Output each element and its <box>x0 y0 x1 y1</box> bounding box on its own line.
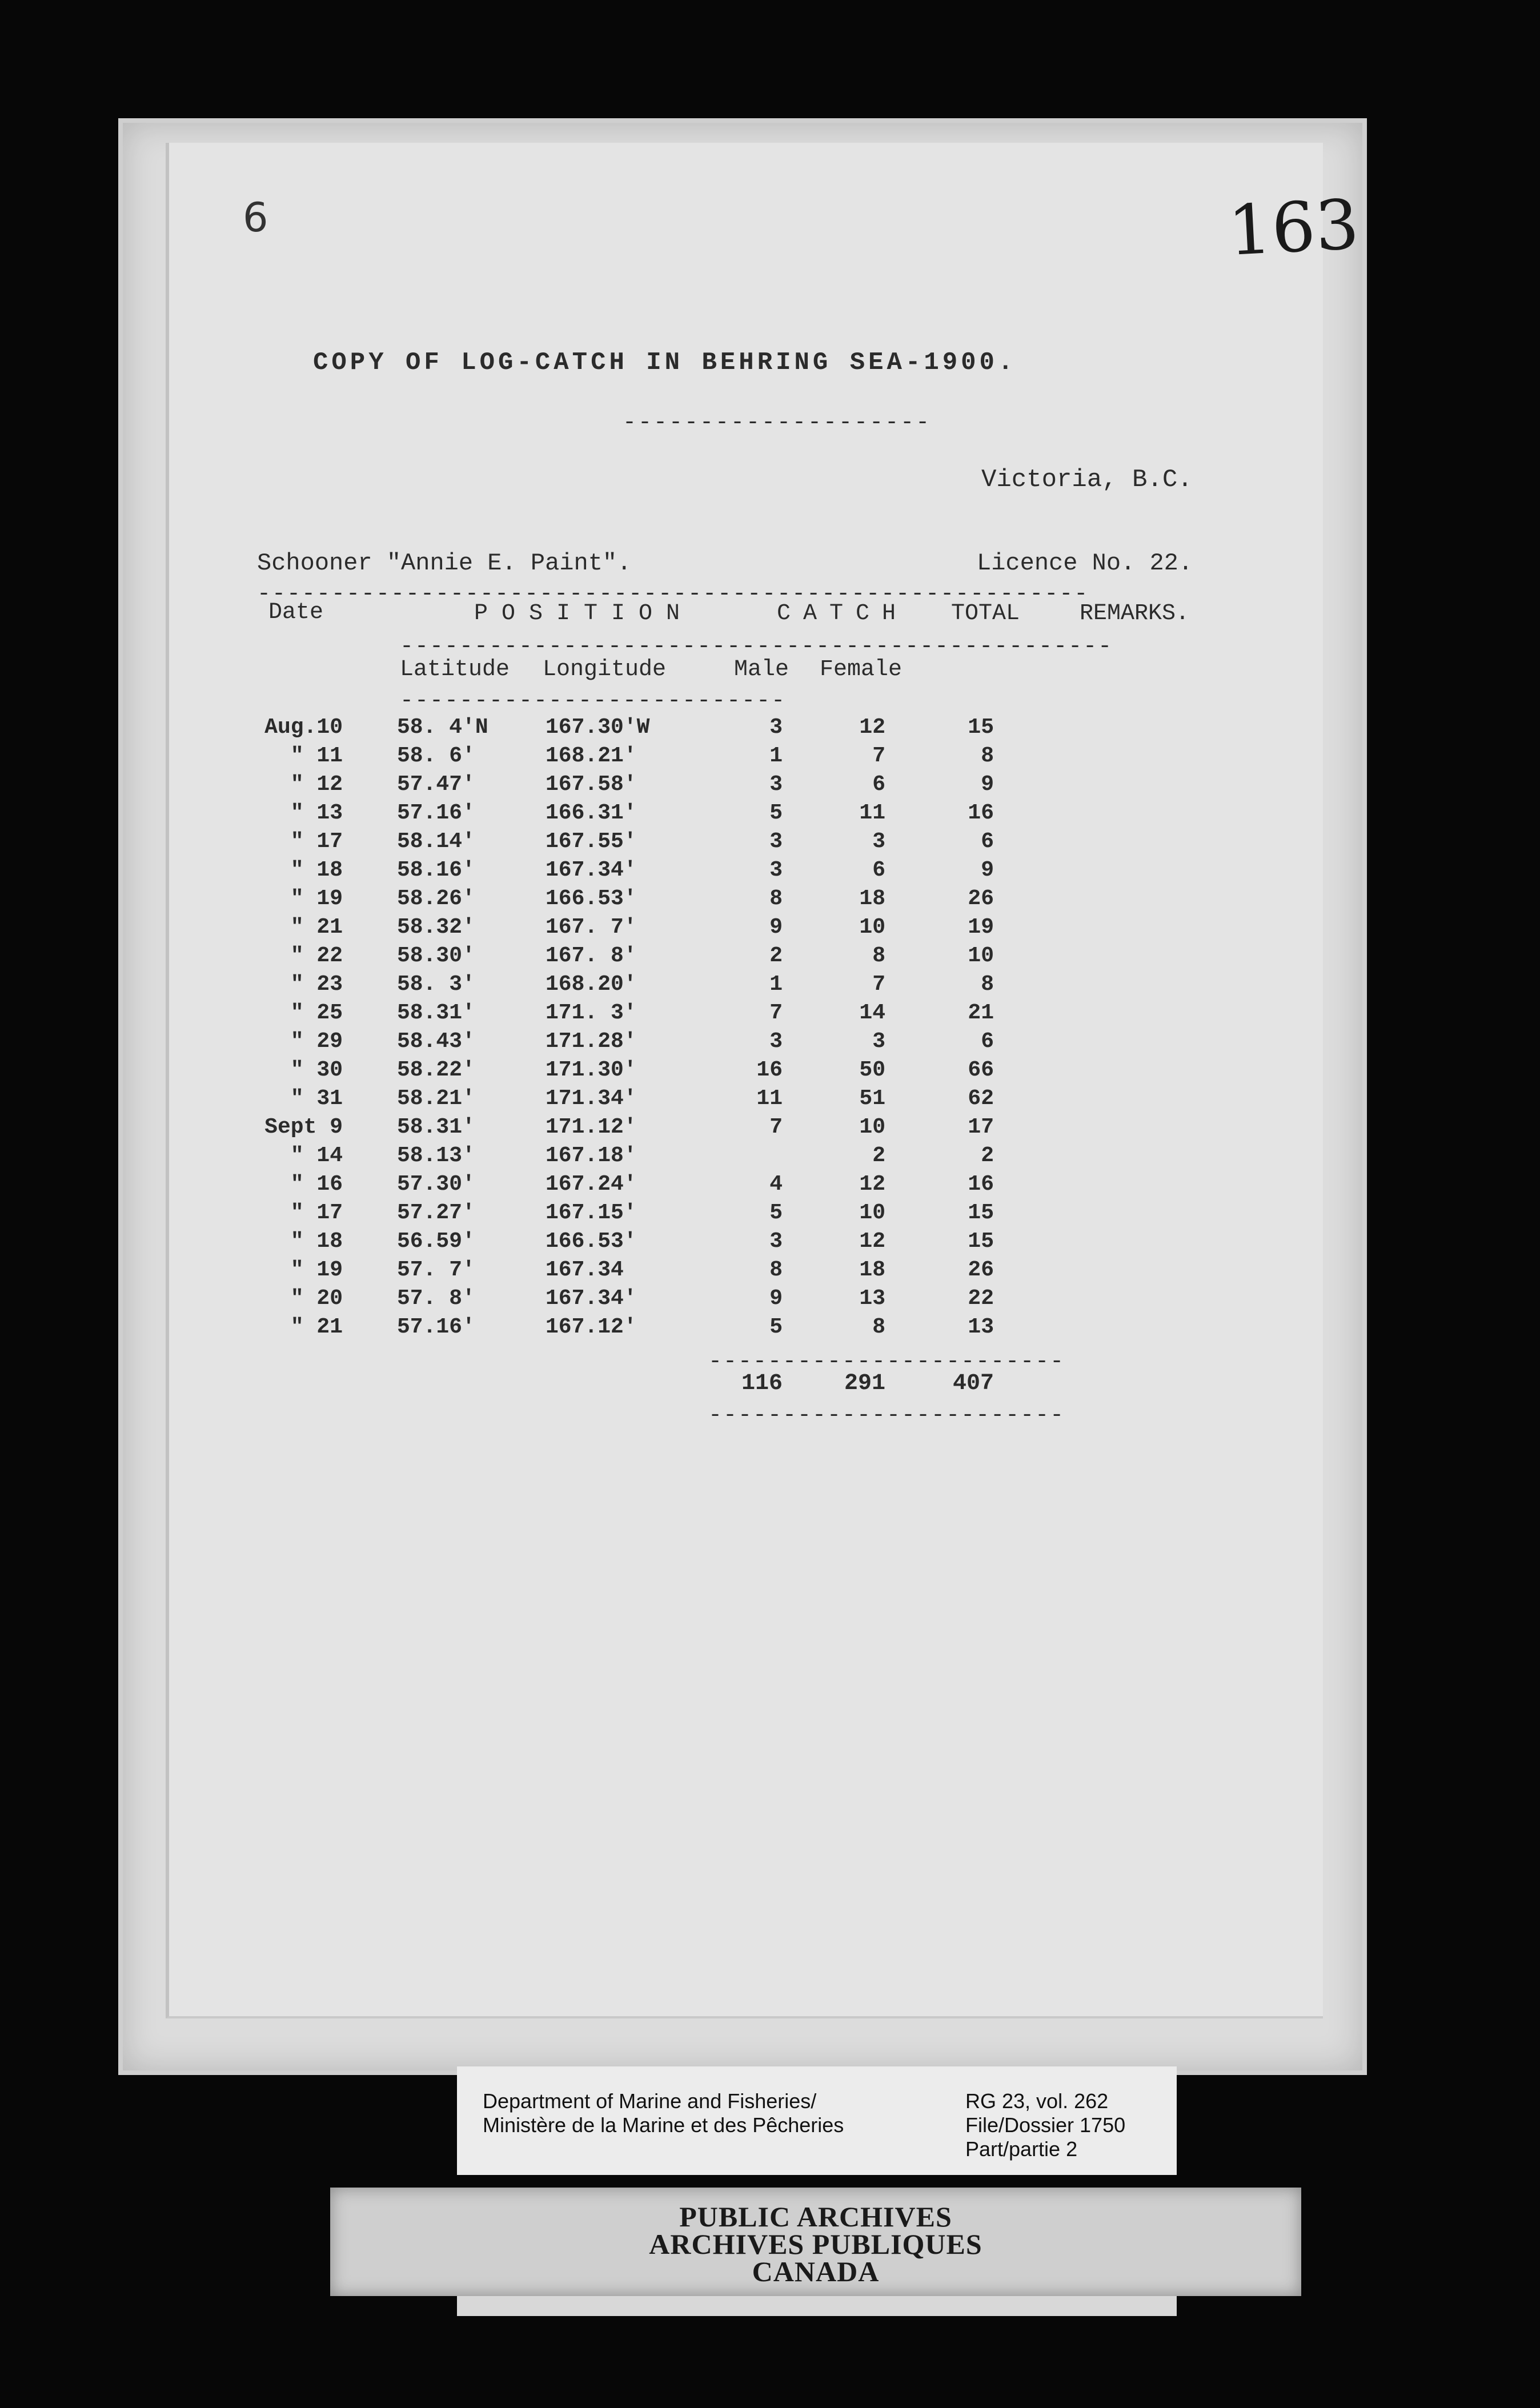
row-latitude: 58.31' <box>397 1001 475 1025</box>
row-date: " 22 <box>290 944 343 968</box>
row-longitude: 167.58' <box>546 772 637 797</box>
row-male: 9 <box>769 915 783 940</box>
row-female: 51 <box>859 1086 885 1111</box>
table-row <box>0 915 1540 944</box>
row-total: 9 <box>981 772 994 797</box>
header-total: TOTAL <box>951 601 1020 627</box>
table-row <box>0 1143 1540 1172</box>
header-female: Female <box>820 657 903 683</box>
row-longitude: 166.53' <box>546 1229 637 1254</box>
table-row <box>0 858 1540 886</box>
row-total: 8 <box>981 744 994 768</box>
row-total: 17 <box>968 1115 994 1139</box>
row-longitude: 168.20' <box>546 972 637 997</box>
row-latitude: 58. 3' <box>397 972 475 997</box>
row-longitude: 171. 3' <box>546 1001 637 1025</box>
row-male: 3 <box>769 1029 783 1054</box>
row-latitude: 58.13' <box>397 1143 475 1168</box>
page-number: 163 <box>1226 185 1361 271</box>
table-row <box>0 1258 1540 1286</box>
row-date: " 16 <box>290 1172 343 1197</box>
row-total: 22 <box>968 1286 994 1311</box>
row-latitude: 58. 6' <box>397 744 475 768</box>
row-male: 9 <box>769 1286 783 1311</box>
row-male: 11 <box>756 1086 783 1111</box>
stamp-underlay <box>457 2296 1177 2316</box>
sum-rule-top: ------------------------ <box>708 1349 1065 1375</box>
row-date: " 23 <box>290 972 343 997</box>
row-male: 3 <box>769 715 783 740</box>
row-longitude: 171.28' <box>546 1029 637 1054</box>
total-male: 116 <box>741 1371 783 1396</box>
row-longitude: 167.34 <box>546 1258 624 1282</box>
row-male: 1 <box>769 744 783 768</box>
row-total: 62 <box>968 1086 994 1111</box>
row-female: 12 <box>859 1229 885 1254</box>
row-date: " 21 <box>290 1315 343 1339</box>
vessel-name: Schooner "Annie E. Paint". <box>257 549 632 577</box>
row-male: 4 <box>769 1172 783 1197</box>
corner-mark: 6 <box>243 194 268 241</box>
row-latitude: 58.16' <box>397 858 475 882</box>
table-row <box>0 1001 1540 1029</box>
row-total: 15 <box>968 715 994 740</box>
total-all: 407 <box>952 1371 994 1396</box>
row-latitude: 57.30' <box>397 1172 475 1197</box>
row-longitude: 171.30' <box>546 1058 637 1082</box>
table-row <box>0 1086 1540 1115</box>
row-total: 10 <box>968 944 994 968</box>
row-female: 12 <box>859 1172 885 1197</box>
table-row <box>0 1029 1540 1058</box>
row-female: 18 <box>859 886 885 911</box>
row-female: 10 <box>859 915 885 940</box>
row-female: 12 <box>859 715 885 740</box>
row-male: 3 <box>769 829 783 854</box>
row-female: 50 <box>859 1058 885 1082</box>
row-latitude: 58. 4'N <box>397 715 488 740</box>
record-group: RG 23, vol. 262 <box>965 2089 1109 2113</box>
row-longitude: 167.24' <box>546 1172 637 1197</box>
header-position: POSITION <box>474 601 694 627</box>
table-row <box>0 1229 1540 1258</box>
place-line: Victoria, B.C. <box>981 465 1193 494</box>
department-en: Department of Marine and Fisheries/ <box>483 2089 817 2113</box>
row-latitude: 58.21' <box>397 1086 475 1111</box>
row-latitude: 58.22' <box>397 1058 475 1082</box>
table-row <box>0 944 1540 972</box>
header-longitude: Longitude <box>543 657 667 683</box>
stamp-line-2: ARCHIVES PUBLIQUES <box>649 2228 982 2260</box>
file-number: File/Dossier 1750 <box>965 2113 1126 2137</box>
table-row <box>0 1201 1540 1229</box>
row-total: 19 <box>968 915 994 940</box>
department-fr: Ministère de la Marine et des Pêcheries <box>483 2113 844 2137</box>
row-female: 7 <box>872 744 885 768</box>
row-longitude: 166.31' <box>546 801 637 825</box>
row-date: " 18 <box>290 1229 343 1254</box>
row-female: 10 <box>859 1201 885 1225</box>
header-rule-bottom: -------------------------- <box>400 688 787 714</box>
row-male: 5 <box>769 801 783 825</box>
row-latitude: 58.30' <box>397 944 475 968</box>
row-latitude: 58.32' <box>397 915 475 940</box>
row-total: 26 <box>968 1258 994 1282</box>
row-female: 8 <box>872 944 885 968</box>
row-female: 3 <box>872 1029 885 1054</box>
archive-reference-label <box>457 2066 1177 2175</box>
row-female: 7 <box>872 972 885 997</box>
row-female: 6 <box>872 772 885 797</box>
row-date: " 21 <box>290 915 343 940</box>
row-total: 16 <box>968 801 994 825</box>
sum-rule-bottom: ------------------------ <box>708 1403 1065 1428</box>
row-latitude: 58.43' <box>397 1029 475 1054</box>
row-female: 14 <box>859 1001 885 1025</box>
row-latitude: 57. 7' <box>397 1258 475 1282</box>
part-number: Part/partie 2 <box>965 2137 1078 2161</box>
header-catch: CATCH <box>777 601 909 627</box>
row-date: " 29 <box>290 1029 343 1054</box>
row-male: 8 <box>769 1258 783 1282</box>
row-date: " 20 <box>290 1286 343 1311</box>
total-female: 291 <box>844 1371 885 1396</box>
row-longitude: 167.55' <box>546 829 637 854</box>
row-total: 8 <box>981 972 994 997</box>
row-latitude: 56.59' <box>397 1229 475 1254</box>
row-date: " 30 <box>290 1058 343 1082</box>
row-total: 15 <box>968 1201 994 1225</box>
header-male: Male <box>734 657 789 683</box>
row-latitude: 57.27' <box>397 1201 475 1225</box>
row-total: 13 <box>968 1315 994 1339</box>
row-male: 7 <box>769 1115 783 1139</box>
row-latitude: 57.16' <box>397 1315 475 1339</box>
row-longitude: 167.34' <box>546 858 637 882</box>
row-date: " 19 <box>290 886 343 911</box>
row-date: " 19 <box>290 1258 343 1282</box>
row-male: 5 <box>769 1315 783 1339</box>
archive-stamp <box>330 2188 1301 2296</box>
header-latitude: Latitude <box>400 657 510 683</box>
row-longitude: 171.12' <box>546 1115 637 1139</box>
table-row <box>0 715 1540 744</box>
table-row <box>0 1058 1540 1086</box>
row-male: 5 <box>769 1201 783 1225</box>
header-date: Date <box>268 600 324 625</box>
table-row <box>0 1172 1540 1201</box>
row-male: 3 <box>769 858 783 882</box>
row-longitude: 168.21' <box>546 744 637 768</box>
row-date: " 25 <box>290 1001 343 1025</box>
header-rule-top: -------------------------------------------------------- <box>257 581 1089 607</box>
row-longitude: 167.30'W <box>546 715 650 740</box>
row-latitude: 58.14' <box>397 829 475 854</box>
table-row <box>0 772 1540 801</box>
row-longitude: 167.34' <box>546 1286 637 1311</box>
row-total: 21 <box>968 1001 994 1025</box>
row-male: 3 <box>769 1229 783 1254</box>
row-date: " 11 <box>290 744 343 768</box>
row-longitude: 167.15' <box>546 1201 637 1225</box>
table-row <box>0 829 1540 858</box>
row-female: 10 <box>859 1115 885 1139</box>
row-female: 18 <box>859 1258 885 1282</box>
row-total: 6 <box>981 829 994 854</box>
table-row <box>0 972 1540 1001</box>
row-female: 2 <box>872 1143 885 1168</box>
row-total: 66 <box>968 1058 994 1082</box>
stamp-line-3: CANADA <box>752 2256 880 2287</box>
row-longitude: 167. 7' <box>546 915 637 940</box>
row-latitude: 58.26' <box>397 886 475 911</box>
row-male: 16 <box>756 1058 783 1082</box>
row-date: " 31 <box>290 1086 343 1111</box>
row-longitude: 166.53' <box>546 886 637 911</box>
row-male: 2 <box>769 944 783 968</box>
row-date: " 13 <box>290 801 343 825</box>
stamp-line-1: PUBLIC ARCHIVES <box>679 2201 952 2233</box>
row-longitude: 167.18' <box>546 1143 637 1168</box>
document-title: COPY OF LOG-CATCH IN BEHRING SEA-1900. <box>313 348 1017 377</box>
row-longitude: 167. 8' <box>546 944 637 968</box>
row-date: " 18 <box>290 858 343 882</box>
row-date: Aug.10 <box>264 715 343 740</box>
row-date: " 12 <box>290 772 343 797</box>
row-female: 3 <box>872 829 885 854</box>
row-total: 16 <box>968 1172 994 1197</box>
row-date: " 14 <box>290 1143 343 1168</box>
row-male: 8 <box>769 886 783 911</box>
row-latitude: 57. 8' <box>397 1286 475 1311</box>
row-latitude: 57.16' <box>397 801 475 825</box>
row-total: 9 <box>981 858 994 882</box>
table-row <box>0 744 1540 772</box>
title-underline: -------------------- <box>623 410 932 436</box>
row-male: 7 <box>769 1001 783 1025</box>
row-latitude: 58.31' <box>397 1115 475 1139</box>
row-date: " 17 <box>290 829 343 854</box>
row-total: 26 <box>968 886 994 911</box>
row-total: 2 <box>981 1143 994 1168</box>
row-female: 8 <box>872 1315 885 1339</box>
row-male: 1 <box>769 972 783 997</box>
row-female: 13 <box>859 1286 885 1311</box>
row-date: Sept 9 <box>264 1115 343 1139</box>
row-male: 3 <box>769 772 783 797</box>
row-latitude: 57.47' <box>397 772 475 797</box>
licence-number: Licence No. 22. <box>977 549 1193 577</box>
row-total: 15 <box>968 1229 994 1254</box>
row-longitude: 171.34' <box>546 1086 637 1111</box>
row-female: 6 <box>872 858 885 882</box>
row-longitude: 167.12' <box>546 1315 637 1339</box>
table-row <box>0 1115 1540 1143</box>
row-female: 11 <box>859 801 885 825</box>
header-rule-middle: ------------------------------------------------ <box>400 634 1113 660</box>
table-row <box>0 1315 1540 1343</box>
header-remarks: REMARKS. <box>1080 601 1190 627</box>
row-date: " 17 <box>290 1201 343 1225</box>
table-row <box>0 886 1540 915</box>
table-row <box>0 1286 1540 1315</box>
table-row <box>0 801 1540 829</box>
row-total: 6 <box>981 1029 994 1054</box>
